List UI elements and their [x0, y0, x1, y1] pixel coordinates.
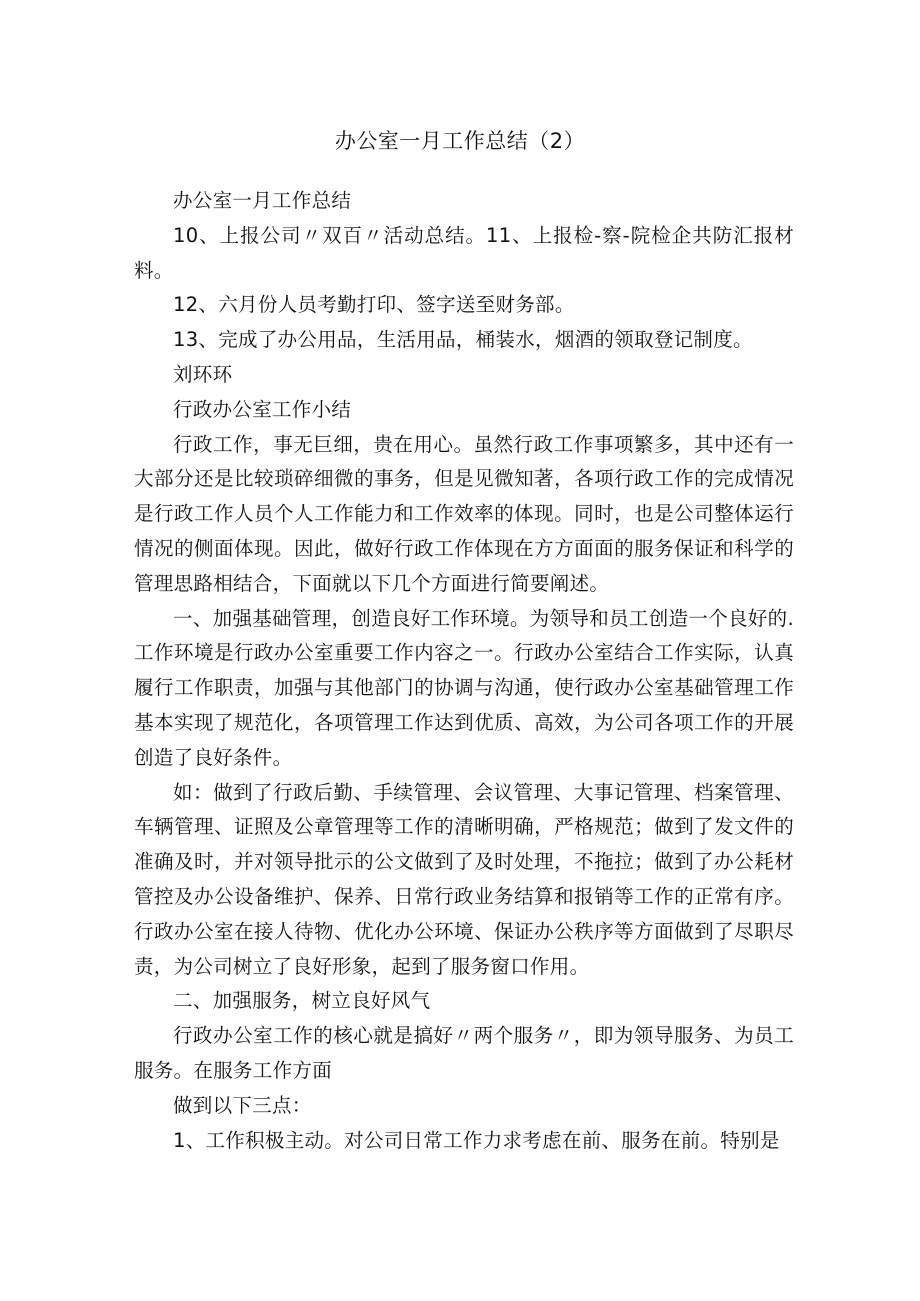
document-title: 办公室一月工作总结（2）	[334, 129, 586, 153]
paragraph: 12、六月份人员考勤打印、签字送至财务部。	[173, 293, 575, 317]
paragraph: 行政办公室工作小结	[173, 397, 352, 421]
paragraph: 行政办公室工作的核心就是搞好〃两个服务〃，即为领导服务、为员工服务。在服务工作方面	[134, 1024, 794, 1082]
paragraph: 10、上报公司〃双百〃活动总结。11、上报检-察-院检企共防汇报材料。	[134, 223, 794, 282]
paragraph: 刘环环	[173, 362, 233, 386]
document-body	[134, 184, 794, 1158]
paragraph: 一、加强基础管理，创造良好工作环境。为领导和员工创造一个良好的.工作环境是行政办公室重要工作内容之一。行政办公室结合工作实际，认真履行工作职责，加强与其他部门的协调与沟通，使行政办公室基础管理工作基本实现了规范化，各项管理工作达到优质、高效，为公司各项工作的开展创造了良好条件。	[134, 606, 794, 769]
paragraph: 如：做到了行政后勤、手续管理、会议管理、大事记管理、档案管理、车辆管理、证照及公章管理等工作的清晰明确，严格规范；做到了发文件的准确及时，并对领导批示的公文做到了及时处理，不拖拉；做到了办公耗材管控及办公设备维护、保养、日常行政业务结算和报销等工作的正常有序。行政办公室在接人待物、优化办公环境、保证办公秩序等方面做到了尽职尽责，为公司树立了良好形象，起到了服务窗口作用。	[134, 780, 794, 978]
paragraph: 行政工作，事无巨细，贵在用心。虽然行政工作事项繁多，其中还有一大部分还是比较琐碎细微的事务，但是见微知著，各项行政工作的完成情况是行政工作人员个人工作能力和工作效率的体现。同时，也是公司整体运行情况的侧面体现。因此，做好行政工作体现在方方面面的服务保证和科学的管理思路相结合，下面就以下几个方面进行简要阐述。	[134, 432, 794, 595]
paragraph: 13、完成了办公用品，生活用品，桶装水，烟酒的领取登记制度。	[173, 328, 753, 352]
paragraph: 做到以下三点：	[173, 1093, 312, 1117]
paragraph: 1、工作积极主动。对公司日常工作力求考虑在前、服务在前。特别是	[173, 1128, 780, 1152]
paragraph: 办公室一月工作总结	[173, 189, 352, 212]
paragraph: 二、加强服务，树立良好风气	[173, 989, 431, 1013]
